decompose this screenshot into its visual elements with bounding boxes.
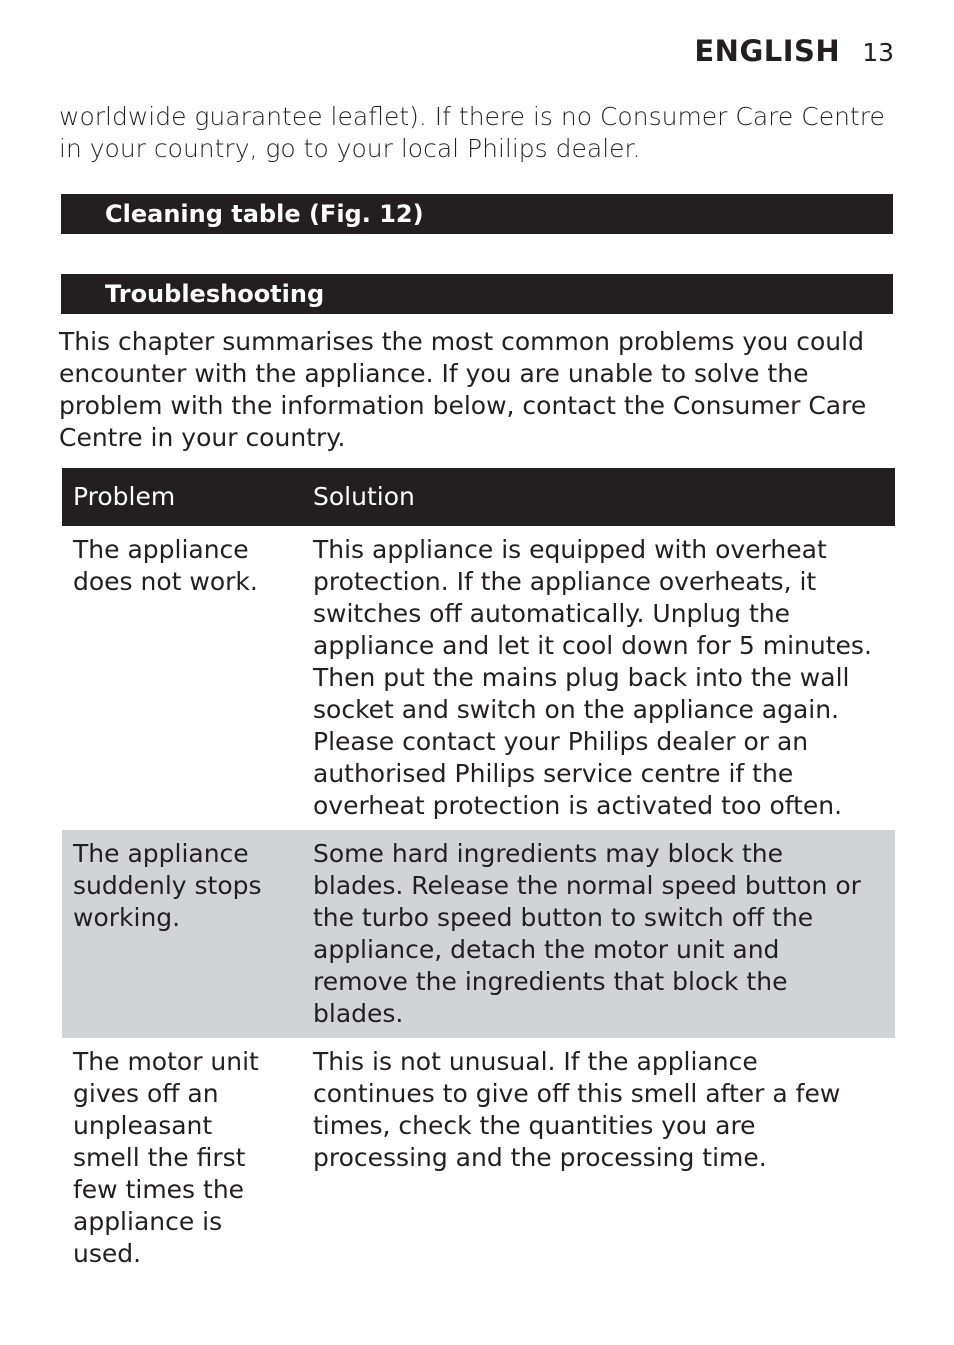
table-row — [62, 526, 895, 830]
table-row — [62, 1038, 895, 1278]
page-number: 13 — [862, 38, 894, 67]
section-title-troubleshooting: Troubleshooting — [61, 274, 893, 314]
problem-cell: The motor unit gives off an unpleasant smell the first few times the appliance is used. — [73, 1047, 259, 1268]
problem-cell: The appliance does not work. — [73, 535, 258, 596]
column-header-solution: Solution — [293, 468, 895, 526]
solution-cell: This is not unusual. If the appliance continues to give off this smell after a few times, check the quantities you are processing and the processing time. — [313, 1047, 841, 1172]
section-title-cleaning-table: Cleaning table (Fig. 12) — [61, 194, 893, 234]
solution-cell: Some hard ingredients may block the blades. Release the normal speed button or the turbo speed button to switch off the appliance, detach the motor unit and remove the ingredients that block the blades. — [293, 830, 895, 1038]
language-label: ENGLISH — [694, 34, 841, 68]
troubleshooting-intro: This chapter summarises the most common problems you could encounter with the appliance. If you are unable to solve the problem with the information below, contact the Consumer Care Centre in your country. — [59, 327, 867, 452]
solution-cell: This appliance is equipped with overheat protection. If the appliance overheats, it switches off automatically. Unplug the appliance and let it cool down for 5 minutes. Then put the mains plug back into the wall socket and switch on the appliance again. Please contact your Philips dealer or an authorised Philips service centre if the overheat protection is activated too often. — [313, 535, 872, 820]
table-header-row — [62, 468, 895, 526]
intro-paragraph: worldwide guarantee leaflet). If there is no Consumer Care Centre in your country, go to your local Philips dealer. — [59, 102, 885, 163]
table-row — [62, 830, 895, 1038]
problem-cell: The appliance suddenly stops working. — [62, 830, 293, 1038]
troubleshooting-table — [62, 468, 895, 1278]
page-header — [694, 34, 894, 68]
column-header-problem: Problem — [62, 468, 293, 526]
